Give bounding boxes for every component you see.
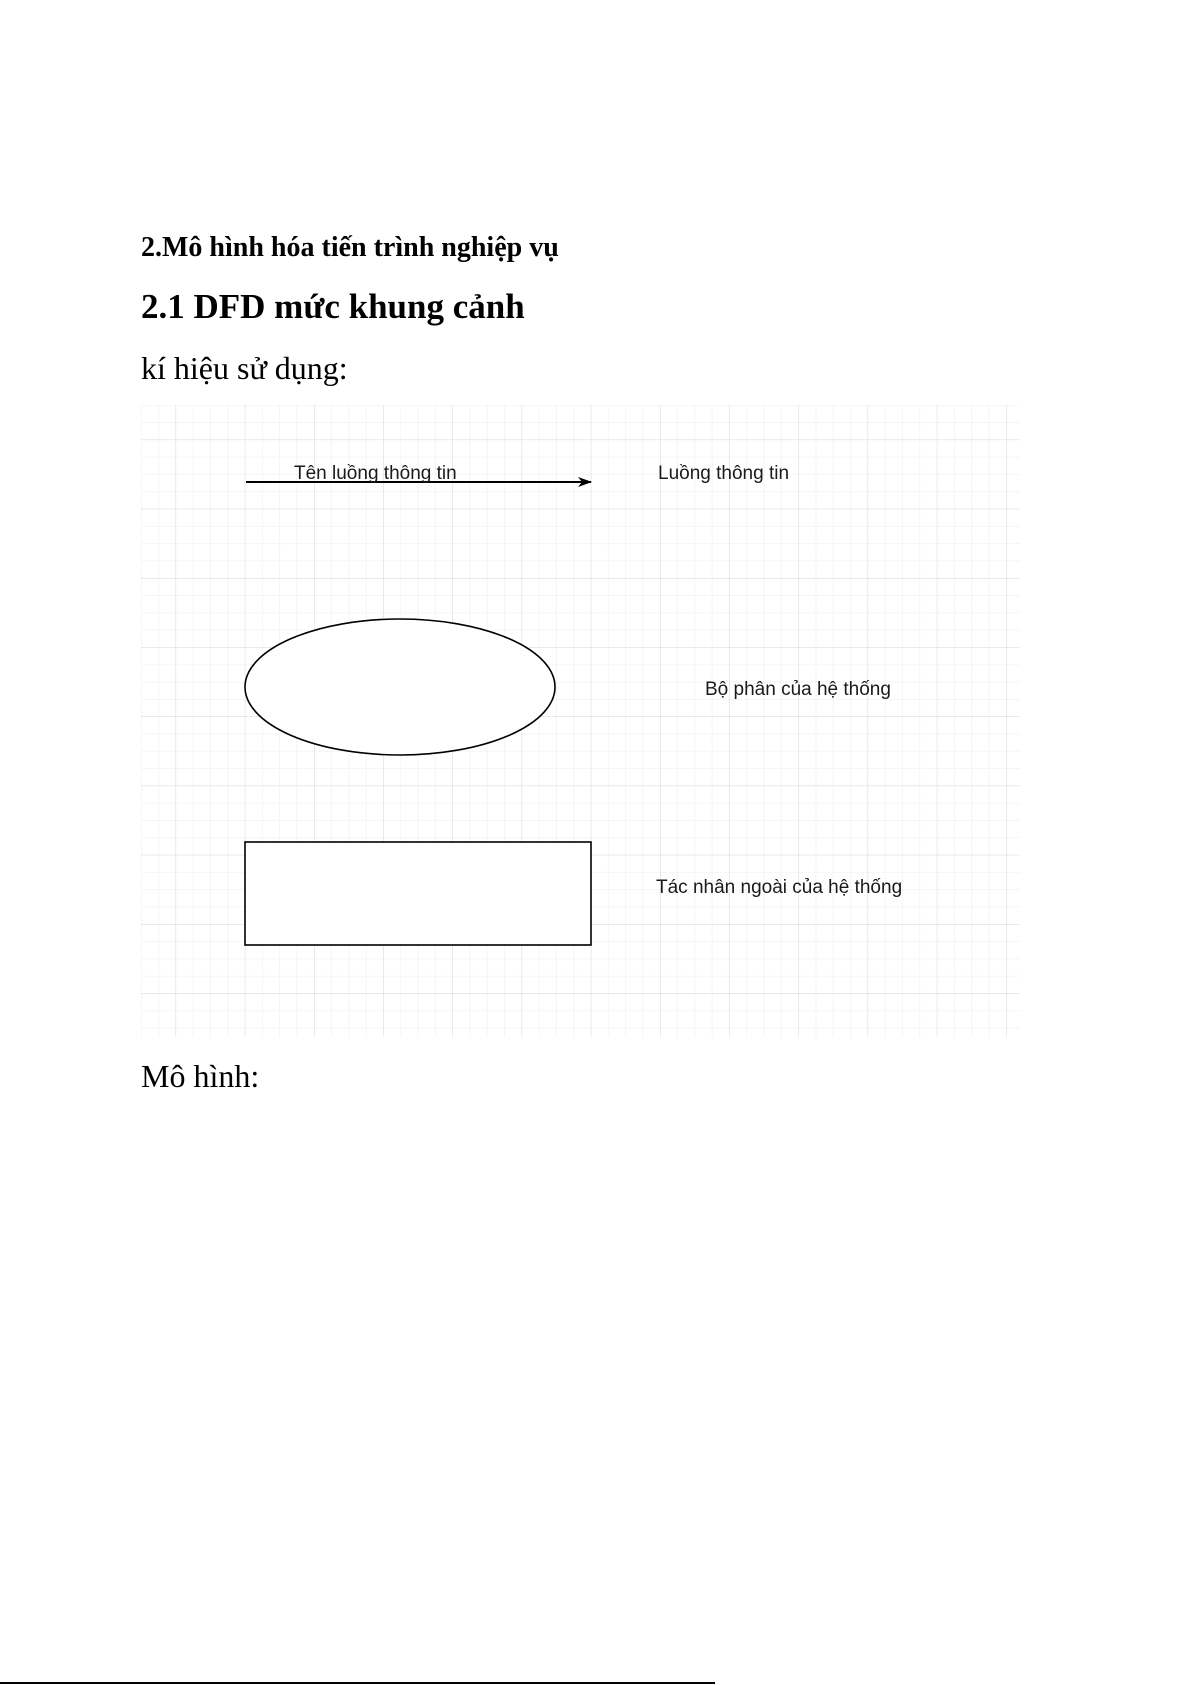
process-ellipse-symbol	[245, 619, 555, 755]
process-description: Bộ phân của hệ thống	[705, 679, 891, 700]
symbols-label: kí hiệu sử dụng:	[141, 350, 348, 386]
model-label: Mô hình:	[141, 1058, 260, 1094]
external-entity-description: Tác nhân ngoài của hệ thống	[656, 877, 903, 898]
flow-arrow-label: Tên luồng thông tin	[294, 463, 457, 484]
subsection-heading: 2.1 DFD mức khung cảnh	[141, 287, 525, 326]
footer-rule	[0, 1682, 715, 1684]
dfd-legend-canvas	[141, 405, 1020, 1037]
section-heading: 2.Mô hình hóa tiến trình nghiệp vụ	[141, 232, 559, 263]
dfd-legend-figure	[141, 405, 1020, 1037]
flow-description: Luồng thông tin	[658, 463, 790, 484]
external-entity-rectangle-symbol	[245, 842, 591, 945]
